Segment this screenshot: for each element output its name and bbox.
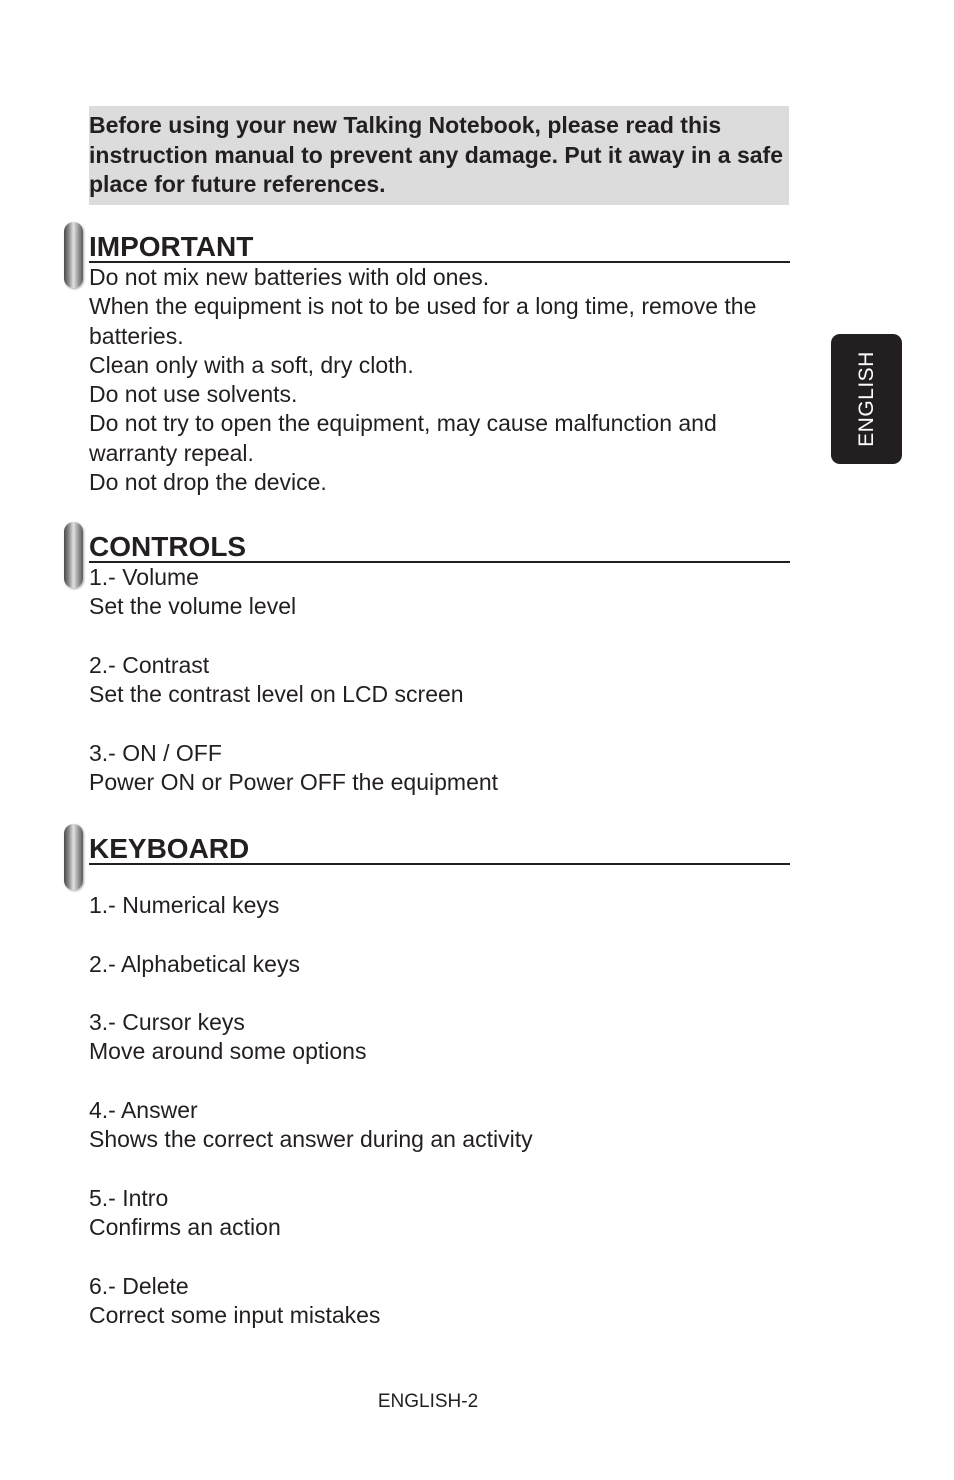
controls-heading-bar <box>89 528 790 563</box>
important-line: Do not try to open the equipment, may cause malfunction and warranty repeal. <box>89 410 717 466</box>
control-item-title: 1.- Volume <box>89 564 199 590</box>
control-item-desc: Set the volume level <box>89 593 297 620</box>
notice-box <box>89 106 789 205</box>
important-heading-bar <box>89 228 790 263</box>
control-item-title: 3.- ON / OFF <box>89 739 222 766</box>
important-section <box>89 228 790 497</box>
controls-section <box>89 528 790 797</box>
section-tab-marker <box>64 824 83 890</box>
language-side-tab-label: ENGLISH <box>854 351 878 447</box>
important-line: Do not drop the device. <box>89 469 327 496</box>
keyboard-heading: KEYBOARD <box>89 833 250 864</box>
keyboard-item-desc: Shows the correct answer during an activity <box>89 1126 533 1153</box>
controls-heading: CONTROLS <box>89 531 247 562</box>
keyboard-item-title: 2.- Alphabetical keys <box>89 950 300 977</box>
controls-list <box>89 563 790 797</box>
important-list <box>89 263 790 497</box>
keyboard-item-desc: Move around some options <box>89 1038 367 1065</box>
keyboard-item-title: 6.- Delete <box>89 1272 189 1299</box>
control-item-desc: Set the contrast level on LCD screen <box>89 681 464 708</box>
control-item-desc: Power ON or Power OFF the equipment <box>89 769 499 796</box>
page-number-label: ENGLISH-2 <box>377 1391 479 1412</box>
section-tab-marker <box>64 522 83 588</box>
notice-text: Before using your new Talking Notebook, please read this instruction manual to prevent any damage. Put it away in a safe place for future references. <box>89 112 784 197</box>
keyboard-heading-bar <box>89 830 790 865</box>
important-line: Do not mix new batteries with old ones. <box>89 264 490 290</box>
keyboard-item-title: 3.- Cursor keys <box>89 1009 245 1036</box>
section-tab-marker <box>64 222 83 288</box>
keyboard-item-title: 5.- Intro <box>89 1184 169 1211</box>
language-side-tab <box>831 334 902 464</box>
important-line: When the equipment is not to be used for a long time, remove the batteries. <box>89 293 757 349</box>
control-item-title: 2.- Contrast <box>89 651 210 678</box>
page-footer <box>0 1391 856 1413</box>
keyboard-section <box>89 830 790 1330</box>
important-heading: IMPORTANT <box>89 231 254 262</box>
keyboard-item-desc: Correct some input mistakes <box>89 1302 381 1329</box>
keyboard-item-desc: Confirms an action <box>89 1214 281 1241</box>
keyboard-item-title: 1.- Numerical keys <box>89 892 280 918</box>
keyboard-list <box>89 891 790 1330</box>
important-line: Clean only with a soft, dry cloth. <box>89 351 414 378</box>
important-line: Do not use solvents. <box>89 381 298 408</box>
keyboard-item-title: 4.- Answer <box>89 1097 198 1124</box>
